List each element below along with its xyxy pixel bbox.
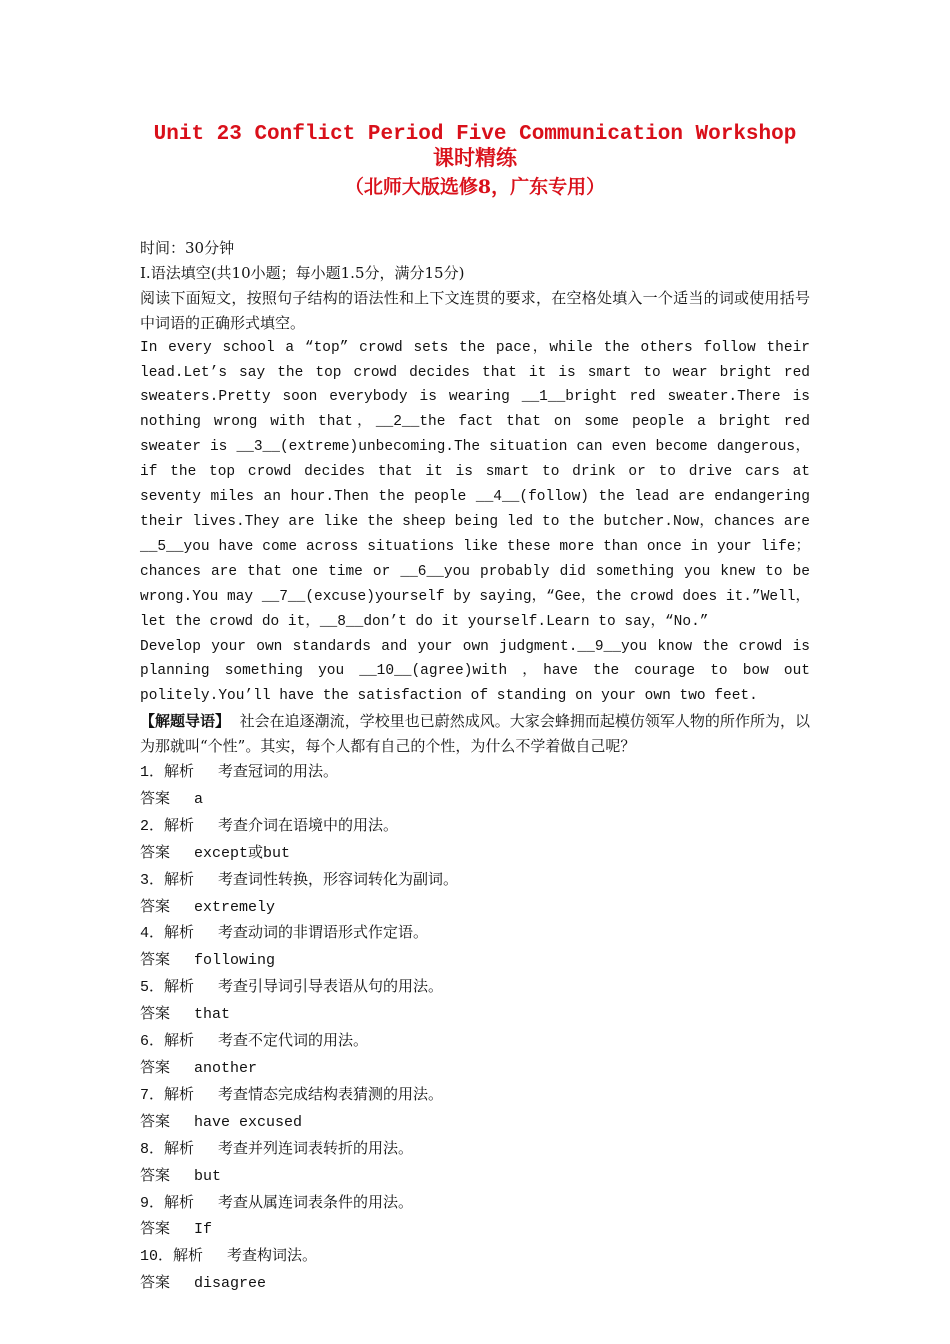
question-number: 8． [140, 1140, 165, 1158]
answer-label: 答案 [140, 1111, 171, 1130]
analysis-label: 解析 [164, 869, 195, 888]
answer-value: have excused [194, 1113, 303, 1131]
analysis-row [140, 920, 810, 947]
question-number: 5． [140, 979, 165, 997]
analysis-row [140, 1028, 810, 1055]
exercise-meta [140, 236, 810, 336]
answer-label: 答案 [140, 1004, 171, 1023]
analysis-text: 考查情态完成结构表猜测的用法。 [218, 1084, 444, 1103]
analysis-row [140, 1243, 810, 1270]
time-limit: 时间：30分钟 [140, 239, 235, 257]
analysis-row [140, 1190, 810, 1217]
answer-row [140, 947, 810, 974]
analysis-text: 考查不定代词的用法。 [218, 1031, 369, 1050]
analysis-label: 解析 [164, 923, 195, 942]
analysis-text: 考查构词法。 [227, 1246, 318, 1265]
answer-value: but [194, 1167, 222, 1185]
answer-value: except或but [194, 844, 291, 862]
answer-label: 答案 [140, 1058, 171, 1076]
passage-paragraph-1: In every school a “top” crowd sets the pace，while the others follow their lead.Let’s say the top crowd decides that it is smart to wear bright red sweaters.Pretty soon everybody is wearing __1__bright red sweater.There is nothing wrong with that，__2__the fact that on some people a bright red sweater is __3__(extreme)unbecoming.The situation can even become dangerous，if the top crowd decides that it is smart to drink or to drive cars at seventy miles an hour.Then the people __4__(follow) the lead are endangering their lives.They are like the sheep being led to the butcher.Now，chances are __5__you have come across situations like these more than once in your life；chances are that one time or __6__you probably did something you knew to be wrong.You may __7__(excuse)yourself by saying，“Gee，the crowd does it.”Well，let the crowd do it，__8__don’t do it yourself.Learn to say，“No.” [140, 339, 811, 630]
analysis-label: 解析 [164, 1138, 195, 1157]
answer-row [140, 1001, 810, 1028]
analysis-label: 解析 [164, 815, 195, 834]
answer-value: extremely [194, 898, 276, 916]
analysis-row [140, 867, 810, 894]
analysis-text: 考查冠词的用法。 [218, 762, 339, 781]
question-number: 1． [140, 764, 165, 782]
title-line-2: （北师大版选修8，广东专用） [344, 176, 606, 198]
guide-text: 社会在追逐潮流，学校里也已蔚然成风。大家会蜂拥而起模仿领军人物的所作所为，以为那就叫“个性”。其实，每个人都有自己的个性，为什么不学着做自己呢？ [140, 712, 810, 756]
answer-value: following [194, 952, 276, 970]
answer-value: disagree [194, 1275, 267, 1293]
question-number: 10． [140, 1248, 174, 1266]
answer-label: 答案 [140, 788, 171, 807]
answer-row [140, 840, 810, 867]
question-number: 6． [140, 1033, 165, 1051]
answer-row [140, 1216, 810, 1243]
answer-label: 答案 [140, 896, 171, 915]
answer-row [140, 1109, 810, 1136]
analysis-label: 解析 [173, 1246, 204, 1265]
answer-value: another [194, 1060, 258, 1077]
question-number: 9． [140, 1194, 165, 1212]
passage-paragraph-2: Develop your own standards and your own judgment.__9__you know the crowd is planning something you __10__(agree)with ，have the courage to bow out politely.You’ll have the satisfaction of standing on your own two feet. [140, 638, 810, 705]
analysis-text: 考查从属连词表条件的用法。 [218, 1192, 414, 1211]
analysis-text: 考查介词在语境中的用法。 [218, 815, 399, 834]
answer-value: a [194, 790, 204, 808]
analysis-row [140, 1082, 810, 1109]
analysis-label: 解析 [164, 977, 195, 996]
answer-value: that [194, 1006, 231, 1024]
answer-row [140, 1270, 810, 1297]
analysis-text: 考查并列连词表转折的用法。 [218, 1138, 414, 1157]
answer-label: 答案 [140, 950, 171, 969]
guide-label: 【解题导语】 [140, 712, 231, 731]
reading-passage [140, 336, 810, 710]
analysis-row [140, 974, 810, 1001]
section-heading: Ⅰ.语法填空(共10小题；每小题1.5分，满分15分) [140, 263, 465, 282]
problem-guide [140, 709, 810, 759]
answer-row [140, 894, 810, 921]
answer-list [140, 759, 810, 1297]
answer-label: 答案 [140, 1219, 171, 1238]
question-number: 3． [140, 871, 165, 889]
answer-label: 答案 [140, 842, 171, 861]
question-number: 2． [140, 817, 165, 835]
analysis-text: 考查引导词引导表语从句的用法。 [218, 977, 444, 996]
answer-value: If [194, 1221, 213, 1239]
analysis-label: 解析 [164, 1084, 195, 1103]
analysis-row [140, 813, 810, 840]
analysis-row [140, 759, 810, 786]
document-title [140, 122, 810, 200]
answer-row [140, 1163, 810, 1190]
question-number: 7． [140, 1086, 165, 1104]
answer-label: 答案 [140, 1273, 171, 1292]
analysis-label: 解析 [164, 762, 195, 781]
answer-row [140, 786, 810, 813]
document-page [140, 122, 810, 1297]
analysis-row [140, 1136, 810, 1163]
question-number: 4． [140, 925, 165, 943]
answer-row [140, 1055, 810, 1082]
answer-label: 答案 [140, 1165, 171, 1184]
analysis-text: 考查词性转换，形容词转化为副词。 [218, 869, 459, 888]
analysis-text: 考查动词的非谓语形式作定语。 [218, 923, 429, 942]
analysis-label: 解析 [164, 1031, 195, 1050]
title-line-1: Unit 23 Conflict Period Five Communication Workshop 课时精练 [153, 123, 797, 172]
instructions: 阅读下面短文，按照句子结构的语法性和上下文连贯的要求，在空格处填入一个适当的词或使用括号中词语的正确形式填空。 [140, 288, 810, 332]
analysis-label: 解析 [164, 1192, 195, 1211]
